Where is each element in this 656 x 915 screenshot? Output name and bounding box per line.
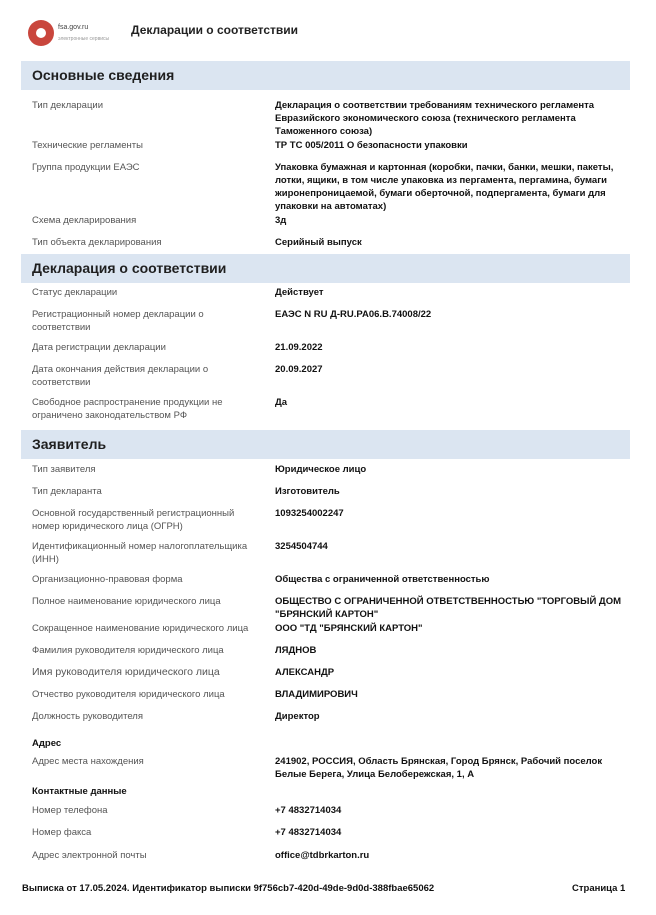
field-label: Схема декларирования [32, 215, 137, 226]
field-value: 3254504744 [275, 541, 328, 552]
field-value: ООО "ТД "БРЯНСКИЙ КАРТОН" [275, 623, 423, 634]
page-header [0, 0, 656, 60]
field-value: +7 4832714034 [275, 827, 342, 838]
field-label: Организационно-правовая форма [32, 574, 183, 585]
footer-extract-info: Выписка от 17.05.2024. Идентификатор выписки 9f756cb7-420d-49de-9d0d-388fbae65062 [22, 883, 435, 894]
field-label: Адрес места нахождения [32, 756, 144, 767]
logo-subtitle-text: электронные сервисы [58, 36, 110, 42]
field-label: Тип заявителя [32, 464, 96, 475]
address-heading: Адрес [32, 738, 62, 749]
section-basic-info-title: Основные сведения [32, 67, 175, 83]
field-label: Идентификационный номер налогоплательщика (ИНН) [32, 541, 248, 565]
field-label: Номер телефона [32, 805, 108, 816]
field-label: Тип объекта декларирования [32, 237, 162, 248]
section-basic-info [21, 61, 630, 90]
field-value: АЛЕКСАНДР [275, 667, 335, 678]
section-declaration [21, 254, 630, 283]
field-value: ВЛАДИМИРОВИЧ [275, 689, 358, 700]
field-value: ТР ТС 005/2011 О безопасности упаковки [275, 140, 468, 151]
field-value: Да [275, 397, 288, 408]
field-label: Сокращенное наименование юридического лица [32, 623, 249, 634]
field-value: Упаковка бумажная и картонная (коробки, пачки, банки, мешки, пакеты, лотки, ящики, в том числе упаковка из пергамента, пергамина, бумаги жиронепроницаемой, бумаги оберточной, подпергамента, бумаги для упаковки на автоматах) [275, 162, 614, 212]
contacts-heading: Контактные данные [32, 786, 127, 797]
section-applicant [21, 430, 630, 459]
field-label: Технические регламенты [32, 140, 143, 151]
field-label: Тип декларанта [32, 486, 102, 497]
footer-page-number: Страница 1 [572, 883, 626, 894]
field-label: Свободное распространение продукции не ограничено законодательством РФ [32, 397, 223, 421]
field-value: Юридическое лицо [275, 464, 367, 475]
field-value: ЛЯДНОВ [275, 645, 317, 656]
field-value: 20.09.2027 [275, 364, 323, 375]
field-label: Регистрационный номер декларации о соответствии [32, 309, 204, 333]
field-value: 21.09.2022 [275, 342, 323, 353]
field-label: Дата окончания действия декларации о соответствии [32, 364, 209, 388]
field-value: ЕАЭС N RU Д-RU.PA06.B.74008/22 [275, 309, 432, 320]
field-value: 241902, РОССИЯ, Область Брянская, Город Брянск, Рабочий поселок Белые Берега, Улица Белобережская, 1, А [275, 756, 603, 780]
field-value: 3д [275, 215, 287, 226]
fsa-logo [28, 20, 108, 52]
document-title: Декларации о соответствии [131, 23, 298, 37]
field-value: ОБЩЕСТВО С ОГРАНИЧЕННОЙ ОТВЕТСТВЕННОСТЬЮ "ТОРГОВЫЙ ДОМ "БРЯНСКИЙ КАРТОН" [275, 596, 621, 620]
field-label: Дата регистрации декларации [32, 342, 166, 353]
field-label: Фамилия руководителя юридического лица [32, 645, 224, 656]
section-applicant-title: Заявитель [32, 436, 107, 452]
field-label: Основной государственный регистрационный номер юридического лица (ОГРН) [32, 508, 235, 532]
field-value: Декларация о соответствии требованиям технического регламента Евразийского экономического союза (технического регламента Таможенного союза) [275, 100, 595, 137]
field-label: Полное наименование юридического лица [32, 596, 221, 607]
field-label: Номер факса [32, 827, 92, 838]
logo-site-text: fsa.gov.ru [58, 24, 89, 31]
field-value: Серийный выпуск [275, 237, 362, 248]
field-label: Адрес электронной почты [32, 850, 147, 861]
field-value: Действует [275, 287, 324, 298]
field-label: Отчество руководителя юридического лица [32, 689, 225, 700]
section-declaration-title: Декларация о соответствии [32, 260, 227, 276]
field-label: Имя руководителя юридического лица [32, 666, 220, 678]
field-value: 1093254002247 [275, 508, 344, 519]
field-label: Должность руководителя [32, 711, 143, 722]
fsa-logo-icon [28, 20, 54, 46]
field-value: Директор [275, 711, 320, 722]
field-label: Тип декларации [32, 100, 104, 111]
field-value: Общества с ограниченной ответственностью [275, 574, 490, 585]
field-value: office@tdbrkarton.ru [275, 850, 370, 861]
field-label: Статус декларации [32, 287, 118, 298]
field-value: +7 4832714034 [275, 805, 342, 816]
field-label: Группа продукции ЕАЭС [32, 162, 140, 173]
field-value: Изготовитель [275, 486, 340, 497]
